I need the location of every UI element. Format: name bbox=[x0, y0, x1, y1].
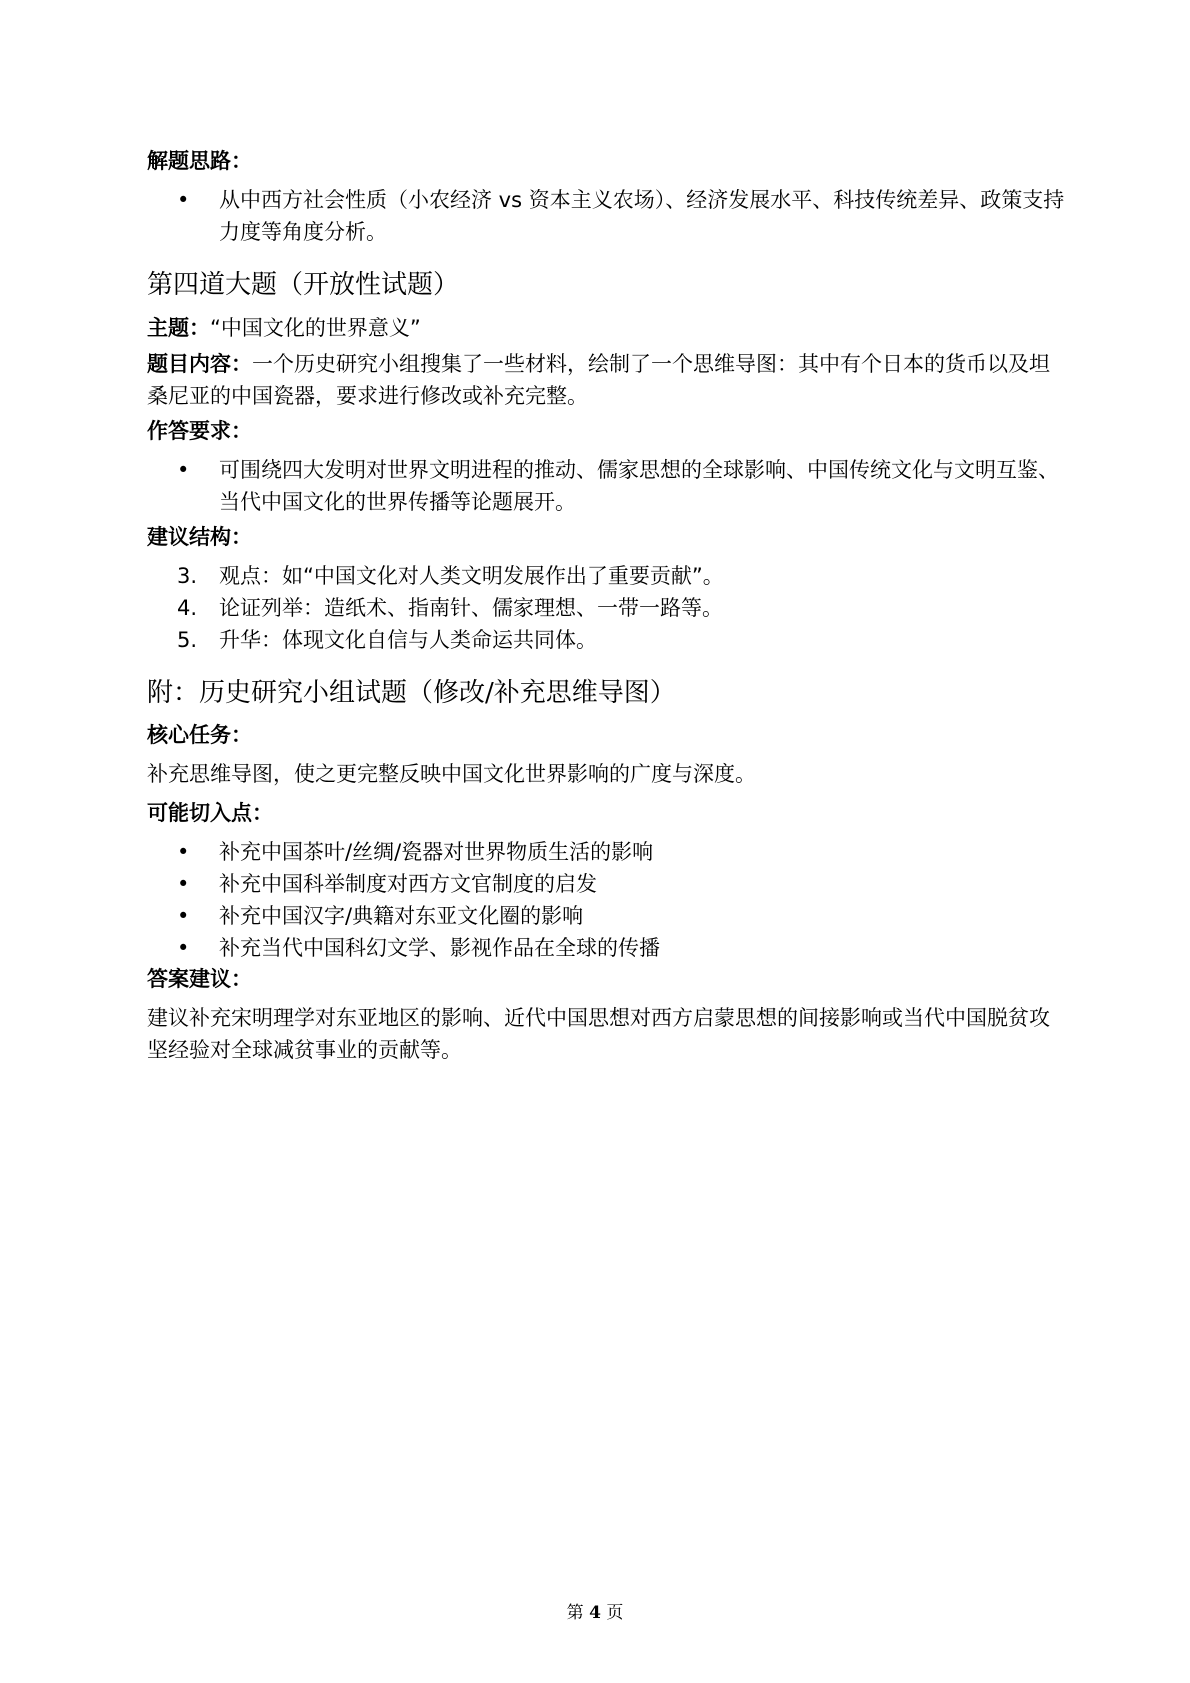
theme-text: “中国文化的世界意义” bbox=[210, 316, 421, 340]
structure-list bbox=[147, 560, 1067, 656]
bullet-icon: • bbox=[177, 188, 190, 212]
list-item: • 补充中国汉字/典籍对东亚文化圈的影响 bbox=[147, 900, 1067, 932]
requirements-list bbox=[147, 454, 1067, 518]
bullet-icon: • bbox=[177, 872, 190, 896]
section-4-title: 第四道大题（开放性试题） bbox=[147, 270, 460, 300]
entry-points-list bbox=[147, 836, 1067, 964]
bullet-icon: • bbox=[177, 936, 190, 960]
list-item: • 可围绕四大发明对世界文明进程的推动、儒家思想的全球影响、中国传统文化与文明互鉴、当代中国文化的世界传播等论题展开。 bbox=[147, 454, 1067, 518]
content-text: 一个历史研究小组搜集了一些材料，绘制了一个思维导图：其中有个日本的货币以及坦桑尼亚的中国瓷器，要求进行修改或补充完整。 bbox=[147, 352, 1050, 408]
requirements-label: 作答要求： bbox=[147, 419, 252, 443]
bullet-icon: • bbox=[177, 840, 190, 864]
list-item: • 补充中国科举制度对西方文官制度的启发 bbox=[147, 868, 1067, 900]
core-task-label: 核心任务： bbox=[147, 723, 252, 747]
content-label: 题目内容： bbox=[147, 352, 252, 376]
list-item: 3. 观点：如“中国文化对人类文明发展作出了重要贡献”。 bbox=[177, 564, 724, 588]
solution-approach-list bbox=[147, 184, 1067, 248]
page-number: 第 4 页 bbox=[566, 1603, 624, 1623]
theme-label: 主题： bbox=[147, 316, 210, 340]
bullet-icon: • bbox=[177, 904, 190, 928]
answer-suggestion-text: 建议补充宋明理学对东亚地区的影响、近代中国思想对西方启蒙思想的间接影响或当代中国脱贫攻坚经验对全球减贫事业的贡献等。 bbox=[147, 1006, 1050, 1062]
entry-points-label: 可能切入点： bbox=[147, 801, 273, 825]
answer-suggestion-label: 答案建议： bbox=[147, 967, 252, 991]
list-item: 5. 升华：体现文化自信与人类命运共同体。 bbox=[177, 628, 597, 652]
list-item: • 补充中国茶叶/丝绸/瓷器对世界物质生活的影响 bbox=[147, 836, 1067, 868]
core-task-text: 补充思维导图，使之更完整反映中国文化世界影响的广度与深度。 bbox=[147, 762, 756, 786]
page-content bbox=[147, 146, 1067, 1066]
structure-label: 建议结构： bbox=[147, 525, 252, 549]
theme-line bbox=[147, 312, 1067, 344]
list-item: 4. 论证列举：造纸术、指南针、儒家理想、一带一路等。 bbox=[177, 596, 723, 620]
content-line bbox=[147, 348, 1067, 412]
solution-approach-label: 解题思路： bbox=[147, 149, 252, 173]
appendix-title: 附：历史研究小组试题（修改/补充思维导图） bbox=[147, 678, 676, 708]
bullet-icon: • bbox=[177, 458, 190, 482]
list-item: • 从中西方社会性质（小农经济 vs 资本主义农场）、经济发展水平、科技传统差异、政策支持力度等角度分析。 bbox=[147, 184, 1067, 248]
list-item: • 补充当代中国科幻文学、影视作品在全球的传播 bbox=[147, 932, 1067, 964]
